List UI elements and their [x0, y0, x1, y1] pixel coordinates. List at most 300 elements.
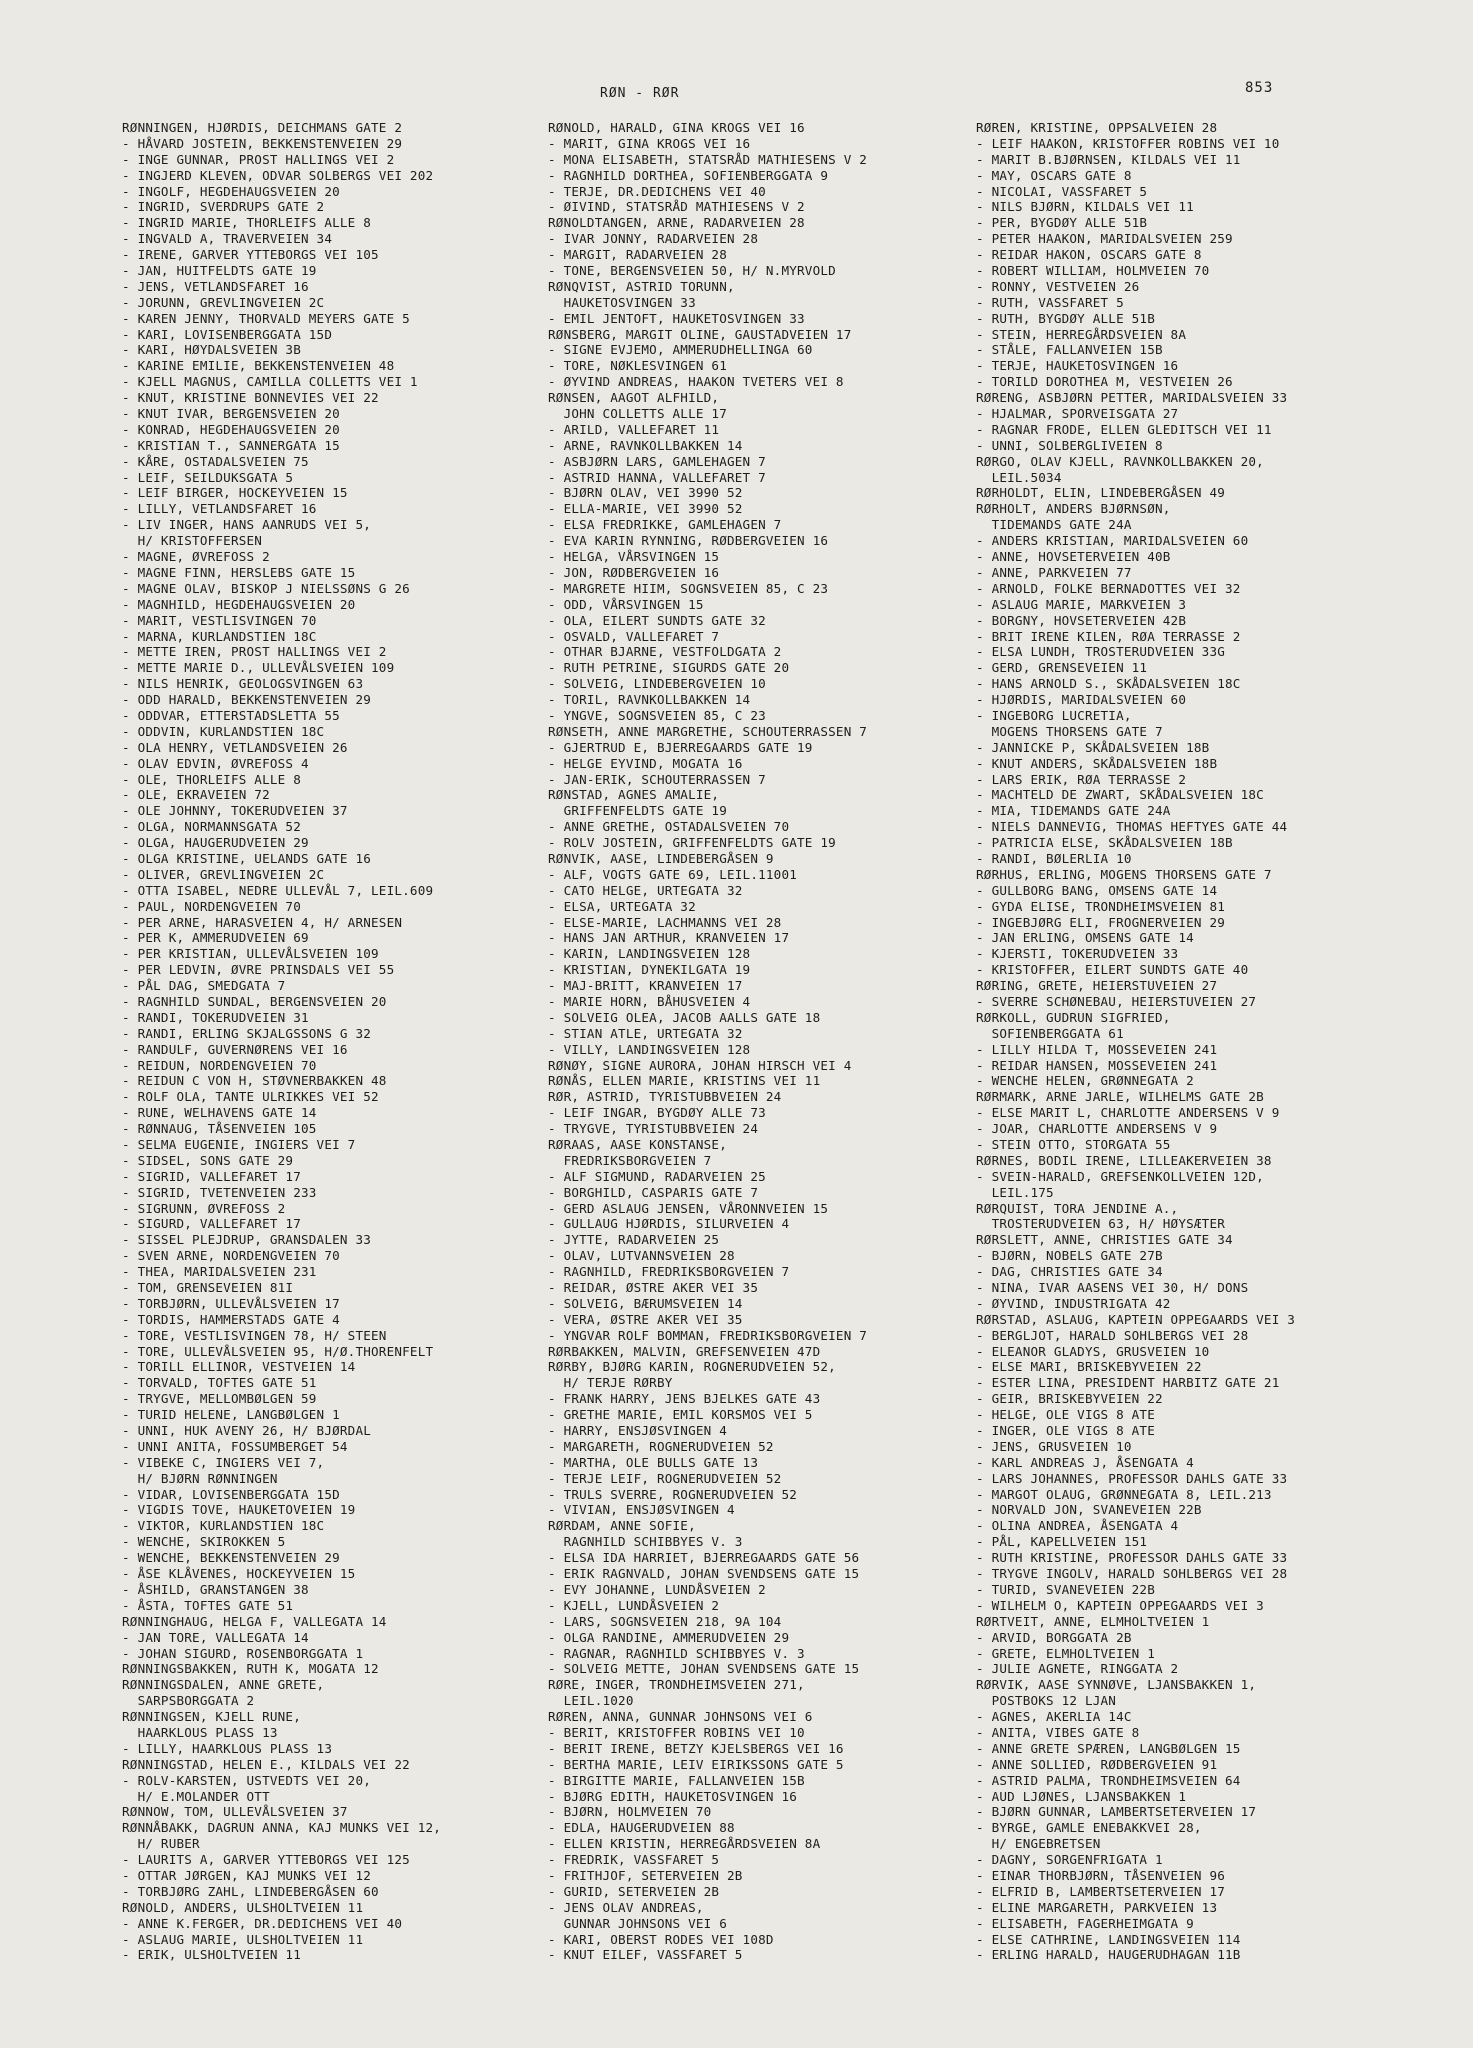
- page-header: [0, 80, 1473, 106]
- directory-entry: - RUTH, VASSFARET 5: [976, 294, 1124, 310]
- directory-entry: - STÅLE, FALLANVEIEN 15B: [976, 342, 1163, 358]
- directory-entry: - OTHAR BJARNE, VESTFOLDGATA 2: [548, 644, 782, 660]
- directory-entry: - NILS HENRIK, GEOLOGSVINGEN 63: [122, 676, 364, 692]
- directory-entry: - MARGOT OLAUG, GRØNNEGATA 8, LEIL.213: [976, 1486, 1272, 1502]
- directory-entry: - JOAR, CHARLOTTE ANDERSENS V 9: [976, 1121, 1218, 1137]
- directory-entry: - MAGNE OLAV, BISKOP J NIELSSØNS G 26: [122, 580, 410, 596]
- directory-entry: - OLE, EKRAVEIEN 72: [122, 787, 270, 803]
- directory-entry: - KARL ANDREAS J, ÅSENGATA 4: [976, 1454, 1194, 1470]
- directory-entry: - ØYVIND, INDUSTRIGATA 42: [976, 1295, 1171, 1311]
- directory-entry: - ANITA, VIBES GATE 8: [976, 1724, 1140, 1740]
- directory-entry: SARPSBORGGATA 2: [122, 1693, 255, 1709]
- directory-entry: - JORUNN, GREVLINGVEIEN 2C: [122, 294, 325, 310]
- directory-entry: - GULLAUG HJØRDIS, SILURVEIEN 4: [548, 1216, 790, 1232]
- directory-entry: H/ KRISTOFFERSEN: [122, 533, 263, 549]
- directory-entry: LEIL.5034: [976, 469, 1062, 485]
- directory-entry: - SIGRUNN, ØVREFOSS 2: [122, 1200, 286, 1216]
- directory-entry: - LARS JOHANNES, PROFESSOR DAHLS GATE 33: [976, 1470, 1288, 1486]
- directory-entry: RØNQVIST, ASTRID TORUNN,: [548, 278, 735, 294]
- directory-entry: - ASTRID PALMA, TRONDHEIMSVEIEN 64: [976, 1772, 1241, 1788]
- directory-entry: - SIDSEL, SONS GATE 29: [122, 1152, 294, 1168]
- directory-entry: - ARVID, BORGGATA 2B: [976, 1629, 1132, 1645]
- directory-entry: RØNOLDTANGEN, ARNE, RADARVEIEN 28: [548, 215, 805, 231]
- directory-entry: - EMIL JENTOFT, HAUKETOSVINGEN 33: [548, 310, 805, 326]
- directory-entry: - JAN ERLING, OMSENS GATE 14: [976, 930, 1194, 946]
- directory-entry: - ELSA FREDRIKKE, GAMLEHAGEN 7: [548, 517, 782, 533]
- directory-entry: - JENS, VETLANDSFARET 16: [122, 278, 309, 294]
- directory-entry: - NIELS DANNEVIG, THOMAS HEFTYES GATE 44: [976, 819, 1288, 835]
- directory-entry: - MARNA, KURLANDSTIEN 18C: [122, 628, 317, 644]
- page-number: 853: [1245, 80, 1274, 96]
- directory-entry: - JAN-ERIK, SCHOUTERRASSEN 7: [548, 771, 766, 787]
- directory-entry: - LILLY, HAARKLOUS PLASS 13: [122, 1740, 333, 1756]
- directory-entry: - JAN TORE, VALLEGATA 14: [122, 1629, 309, 1645]
- directory-entry: - BYRGE, GAMLE ENEBAKKVEI 28,: [976, 1820, 1202, 1836]
- directory-entry: H/ E.MOLANDER OTT: [122, 1788, 270, 1804]
- directory-entry: - JYTTE, RADARVEIEN 25: [548, 1232, 720, 1248]
- directory-entry: - HÅVARD JOSTEIN, BEKKENSTENVEIEN 29: [122, 135, 403, 151]
- directory-entry: - ELEANOR GLADYS, GRUSVEIEN 10: [976, 1343, 1210, 1359]
- directory-entry: - RØNNAUG, TÅSENVEIEN 105: [122, 1121, 317, 1137]
- directory-entry: - VIGDIS TOVE, HAUKETOVEIEN 19: [122, 1502, 356, 1518]
- directory-entry: JOHN COLLETTS ALLE 17: [548, 406, 727, 422]
- directory-entry: - ELLA-MARIE, VEI 3990 52: [548, 501, 743, 517]
- directory-entry: - FRITHJOF, SETERVEIEN 2B: [548, 1867, 743, 1883]
- directory-entry: RØNSBERG, MARGIT OLINE, GAUSTADVEIEN 17: [548, 326, 852, 342]
- directory-entry: - REIDUN, NORDENGVEIEN 70: [122, 1057, 317, 1073]
- directory-entry: - BIRGITTE MARIE, FALLANVEIEN 15B: [548, 1772, 805, 1788]
- directory-entry: - PETER HAAKON, MARIDALSVEIEN 259: [976, 231, 1233, 247]
- directory-entry: - ELSA, URTEGATA 32: [548, 898, 696, 914]
- directory-entry: - ELFRID B, LAMBERTSETERVEIEN 17: [976, 1883, 1226, 1899]
- directory-entry: - KJERSTI, TOKERUDVEIEN 33: [976, 946, 1179, 962]
- directory-entry: RØNSTAD, AGNES AMALIE,: [548, 787, 720, 803]
- directory-entry: - PÅL DAG, SMEDGATA 7: [122, 978, 286, 994]
- directory-entry: - YNGVAR ROLF BOMMAN, FREDRIKSBORGVEIEN 7: [548, 1327, 868, 1343]
- directory-entry: - GERD ASLAUG JENSEN, VÅRONNVEIEN 15: [548, 1200, 829, 1216]
- directory-entry: - GERD, GRENSEVEIEN 11: [976, 660, 1148, 676]
- directory-entry: RØNNINGHAUG, HELGA F, VALLEGATA 14: [122, 1613, 387, 1629]
- directory-entry: RØRMARK, ARNE JARLE, WILHELMS GATE 2B: [976, 1089, 1264, 1105]
- directory-entry: - RONNY, VESTVEIEN 26: [976, 278, 1140, 294]
- directory-entry: - DAGNY, SORGENFRIGATA 1: [976, 1852, 1163, 1868]
- directory-entry: - ANNE K.FERGER, DR.DEDICHENS VEI 40: [122, 1915, 403, 1931]
- directory-entry: RØRBAKKEN, MALVIN, GREFSENVEIEN 47D: [548, 1343, 821, 1359]
- directory-entry: - LILLY, VETLANDSFARET 16: [122, 501, 317, 517]
- directory-entry: RØRING, GRETE, HEIERSTUVEIEN 27: [976, 978, 1218, 994]
- directory-entry: - MAJ-BRITT, KRANVEIEN 17: [548, 978, 743, 994]
- directory-entry: - YNGVE, SOGNSVEIEN 85, C 23: [548, 707, 766, 723]
- directory-entry: - TORE, ULLEVÅLSVEIEN 95, H/Ø.THORENFELT: [122, 1343, 434, 1359]
- directory-entry: - JENS OLAV ANDREAS,: [548, 1899, 704, 1915]
- directory-entry: - UNNI ANITA, FOSSUMBERGET 54: [122, 1438, 348, 1454]
- directory-entry: - OTTAR JØRGEN, KAJ MUNKS VEI 12: [122, 1867, 372, 1883]
- directory-entry: RØR, ASTRID, TYRISTUBBVEIEN 24: [548, 1089, 782, 1105]
- directory-entry: - MARGARETH, ROGNERUDVEIEN 52: [548, 1438, 774, 1454]
- directory-entry: - INGRID, SVERDRUPS GATE 2: [122, 199, 325, 215]
- directory-entry: RØNNINGEN, HJØRDIS, DEICHMANS GATE 2: [122, 120, 403, 135]
- directory-entry: - FREDRIK, VASSFARET 5: [548, 1852, 720, 1868]
- directory-entry: - RUTH, BYGDØY ALLE 51B: [976, 310, 1155, 326]
- directory-entry: - TORE, NØKLESVINGEN 61: [548, 358, 727, 374]
- directory-entry: - MAGNE, ØVREFOSS 2: [122, 549, 270, 565]
- directory-entry: H/ BJØRN RØNNINGEN: [122, 1470, 278, 1486]
- directory-entry: - PATRICIA ELSE, SKÅDALSVEIEN 18B: [976, 835, 1233, 851]
- directory-entry: - VERA, ØSTRE AKER VEI 35: [548, 1311, 743, 1327]
- directory-entry: RØRSLETT, ANNE, CHRISTIES GATE 34: [976, 1232, 1233, 1248]
- directory-entry: - HANS JAN ARTHUR, KRANVEIEN 17: [548, 930, 790, 946]
- directory-entry: - MARIT, VESTLISVINGEN 70: [122, 612, 317, 628]
- directory-entry: - TORE, VESTLISVINGEN 78, H/ STEEN: [122, 1327, 387, 1343]
- directory-entry: - RANDI, BØLERLIA 10: [976, 850, 1132, 866]
- directory-entry: RØNNÅBAKK, DAGRUN ANNA, KAJ MUNKS VEI 12,: [122, 1820, 442, 1836]
- directory-entry: - KARI, HØYDALSVEIEN 3B: [122, 342, 301, 358]
- directory-entry: - INGVALD A, TRAVERVEIEN 34: [122, 231, 333, 247]
- directory-entry: - ANNE GRETHE, OSTADALSVEIEN 70: [548, 819, 790, 835]
- directory-entry: - TORBJØRG ZAHL, LINDEBERGÅSEN 60: [122, 1883, 379, 1899]
- directory-entry: - SOLVEIG OLEA, JACOB AALLS GATE 18: [548, 1009, 821, 1025]
- directory-entry: - ELSA IDA HARRIET, BJERREGAARDS GATE 56: [548, 1550, 860, 1566]
- directory-entry: - UNNI, HUK AVENY 26, H/ BJØRDAL: [122, 1423, 372, 1439]
- directory-entry: - SISSEL PLEJDRUP, GRANSDALEN 33: [122, 1232, 372, 1248]
- directory-entry: - INGRID MARIE, THORLEIFS ALLE 8: [122, 215, 372, 231]
- directory-entry: - TRYGVE, TYRISTUBBVEIEN 24: [548, 1121, 759, 1137]
- directory-entry: - TERJE, DR.DEDICHENS VEI 40: [548, 183, 766, 199]
- directory-entry: - TORVALD, TOFTES GATE 51: [122, 1375, 317, 1391]
- directory-entry: - TRYGVE INGOLV, HARALD SOHLBERGS VEI 28: [976, 1566, 1288, 1582]
- directory-entry: - LAURITS A, GARVER YTTEBORGS VEI 125: [122, 1852, 410, 1868]
- directory-entry: - SOLVEIG, BÆRUMSVEIEN 14: [548, 1295, 743, 1311]
- directory-entry: - MARIE HORN, BÅHUSVEIEN 4: [548, 993, 751, 1009]
- directory-entry: - PER ARNE, HARASVEIEN 4, H/ ARNESEN: [122, 914, 403, 930]
- directory-entry: - KARINE EMILIE, BEKKENSTENVEIEN 48: [122, 358, 395, 374]
- directory-entry: - TRULS SVERRE, ROGNERUDVEIEN 52: [548, 1486, 798, 1502]
- directory-entry: RØRQUIST, TORA JENDINE A.,: [976, 1200, 1179, 1216]
- directory-entry: RØNNINGSEN, KJELL RUNE,: [122, 1709, 301, 1725]
- directory-entry: - ÅSTA, TOFTES GATE 51: [122, 1597, 294, 1613]
- directory-entry: - ASBJØRN LARS, GAMLEHAGEN 7: [548, 453, 766, 469]
- directory-entry: - GJERTRUD E, BJERREGAARDS GATE 19: [548, 739, 813, 755]
- directory-entry: - RAGNHILD DORTHEA, SOFIENBERGGATA 9: [548, 167, 829, 183]
- directory-entry: - MONA ELISABETH, STATSRÅD MATHIESENS V 2: [548, 151, 868, 167]
- directory-entry: - TORDIS, HAMMERSTADS GATE 4: [122, 1311, 340, 1327]
- directory-entry: - MARIT B.BJØRNSEN, KILDALS VEI 11: [976, 151, 1241, 167]
- directory-entry: - ERIK RAGNVALD, JOHAN SVENDSENS GATE 15: [548, 1566, 860, 1582]
- directory-entry: - WENCHE, SKIROKKEN 5: [122, 1534, 286, 1550]
- directory-entry: - BJØRN, HOLMVEIEN 70: [548, 1804, 712, 1820]
- directory-entry: RØNNINGSTAD, HELEN E., KILDALS VEI 22: [122, 1756, 410, 1772]
- directory-entry: - AGNES, AKERLIA 14C: [976, 1709, 1132, 1725]
- directory-entry: - RAGNHILD, FREDRIKSBORGVEIEN 7: [548, 1264, 790, 1280]
- directory-entry: - SVEIN-HARALD, GREFSENKOLLVEIEN 12D,: [976, 1168, 1264, 1184]
- directory-entry: TIDEMANDS GATE 24A: [976, 517, 1132, 533]
- directory-entry: H/ TERJE RØRBY: [548, 1375, 673, 1391]
- directory-entry: - OLE, THORLEIFS ALLE 8: [122, 771, 301, 787]
- directory-entry: RØNVIK, AASE, LINDEBERGÅSEN 9: [548, 850, 774, 866]
- directory-entry: - KJELL MAGNUS, CAMILLA COLLETTS VEI 1: [122, 374, 418, 390]
- directory-entry: - KNUT EILEF, VASSFARET 5: [548, 1947, 743, 1963]
- directory-entry: - KRISTIAN T., SANNERGATA 15: [122, 437, 340, 453]
- directory-entry: - IRENE, GARVER YTTEBORGS VEI 105: [122, 247, 379, 263]
- directory-entry: - TERJE, HAUKETOSVINGEN 16: [976, 358, 1179, 374]
- directory-entry: - HJØRDIS, MARIDALSVEIEN 60: [976, 692, 1187, 708]
- directory-entry: - METTE MARIE D., ULLEVÅLSVEIEN 109: [122, 660, 395, 676]
- directory-entry: - TORIL, RAVNKOLLBAKKEN 14: [548, 692, 751, 708]
- directory-entry: - INGJERD KLEVEN, ODVAR SOLBERGS VEI 202: [122, 167, 434, 183]
- directory-entry: - VIVIAN, ENSJØSVINGEN 4: [548, 1502, 735, 1518]
- directory-entry: - GULLBORG BANG, OMSENS GATE 14: [976, 882, 1218, 898]
- directory-entry: RØRTVEIT, ANNE, ELMHOLTVEIEN 1: [976, 1613, 1210, 1629]
- directory-entry: - KARI, OBERST RODES VEI 108D: [548, 1931, 774, 1947]
- directory-entry: - UNNI, SOLBERGLIVEIEN 8: [976, 437, 1163, 453]
- directory-entry: - OLA HENRY, VETLANDSVEIEN 26: [122, 739, 348, 755]
- directory-entry: - ROLF OLA, TANTE ULRIKKES VEI 52: [122, 1089, 379, 1105]
- directory-entry: - ØIVIND, STATSRÅD MATHIESENS V 2: [548, 199, 805, 215]
- directory-entry: - KARI, LOVISENBERGGATA 15D: [122, 326, 333, 342]
- directory-entry: - KARIN, LANDINGSVEIEN 128: [548, 946, 751, 962]
- directory-entry: - LIV INGER, HANS AANRUDS VEI 5,: [122, 517, 372, 533]
- directory-entry: - ARILD, VALLEFARET 11: [548, 421, 720, 437]
- directory-entry: - HARRY, ENSJØSVINGEN 4: [548, 1423, 727, 1439]
- directory-entry: - PER, BYGDØY ALLE 51B: [976, 215, 1148, 231]
- directory-entry: - JAN, HUITFELDTS GATE 19: [122, 263, 317, 279]
- directory-entry: - ANNE, PARKVEIEN 77: [976, 564, 1132, 580]
- directory-entry: - ERIK, ULSHOLTVEIEN 11: [122, 1947, 301, 1963]
- directory-entry: - HELGE, OLE VIGS 8 ATE: [976, 1407, 1155, 1423]
- directory-entry: - GRETHE MARIE, EMIL KORSMOS VEI 5: [548, 1407, 813, 1423]
- directory-entry: - HELGA, VÅRSVINGEN 15: [548, 549, 720, 565]
- directory-entry: - STEIN OTTO, STORGATA 55: [976, 1137, 1171, 1152]
- directory-entry: - SIGRID, TVETENVEIEN 233: [122, 1184, 317, 1200]
- directory-entry: RØNNOW, TOM, ULLEVÅLSVEIEN 37: [122, 1804, 348, 1820]
- directory-entry: - SVEN ARNE, NORDENGVEIEN 70: [122, 1248, 340, 1264]
- directory-entry: RØNØY, SIGNE AURORA, JOHAN HIRSCH VEI 4: [548, 1057, 852, 1073]
- directory-entry: - MACHTELD DE ZWART, SKÅDALSVEIEN 18C: [976, 787, 1264, 803]
- directory-entry: - ALF SIGMUND, RADARVEIEN 25: [548, 1168, 766, 1184]
- directory-entry: - RUTH PETRINE, SIGURDS GATE 20: [548, 660, 790, 676]
- directory-entry: - SVERRE SCHØNEBAU, HEIERSTUVEIEN 27: [976, 993, 1257, 1009]
- directory-entry: - BJØRN OLAV, VEI 3990 52: [548, 485, 743, 501]
- directory-entry: - ASLAUG MARIE, ULSHOLTVEIEN 11: [122, 1931, 364, 1947]
- directory-entry: - INGER, OLE VIGS 8 ATE: [976, 1423, 1155, 1439]
- directory-entry: RØRVIK, AASE SYNNØVE, LJANSBAKKEN 1,: [976, 1677, 1257, 1693]
- directory-entry: - ROBERT WILLIAM, HOLMVEIEN 70: [976, 263, 1210, 279]
- directory-column-3: [976, 120, 1396, 1963]
- directory-entry: - ÅSE KLÅVENES, HOCKEYVEIEN 15: [122, 1566, 356, 1582]
- directory-entry: - GRETE, ELMHOLTVEIEN 1: [976, 1645, 1155, 1661]
- directory-entry: - OTTA ISABEL, NEDRE ULLEVÅL 7, LEIL.609: [122, 882, 434, 898]
- directory-entry: - TRYGVE, MELLOMBØLGEN 59: [122, 1391, 317, 1407]
- directory-entry: - JANNICKE P, SKÅDALSVEIEN 18B: [976, 739, 1210, 755]
- directory-entry: - ESTER LINA, PRESIDENT HARBITZ GATE 21: [976, 1375, 1280, 1391]
- directory-entry: - NINA, IVAR AASENS VEI 30, H/ DONS: [976, 1280, 1249, 1296]
- directory-entry: - STIAN ATLE, URTEGATA 32: [548, 1025, 743, 1041]
- directory-entry: - KNUT ANDERS, SKÅDALSVEIEN 18B: [976, 755, 1218, 771]
- directory-entry: - RAGNAR FRODE, ELLEN GLEDITSCH VEI 11: [976, 421, 1272, 437]
- directory-entry: - OLE JOHNNY, TOKERUDVEIEN 37: [122, 803, 348, 819]
- directory-entry: - ERLING HARALD, HAUGERUDHAGAN 11B: [976, 1947, 1241, 1963]
- directory-entry: - GURID, SETERVEIEN 2B: [548, 1883, 720, 1899]
- directory-entry: - EVA KARIN RYNNING, RØDBERGVEIEN 16: [548, 533, 829, 549]
- directory-entry: - MAGNHILD, HEGDEHAUGSVEIEN 20: [122, 596, 356, 612]
- directory-entry: - LILLY HILDA T, MOSSEVEIEN 241: [976, 1041, 1218, 1057]
- directory-entry: LEIL.1020: [548, 1693, 634, 1709]
- directory-entry: - INGE GUNNAR, PROST HALLINGS VEI 2: [122, 151, 395, 167]
- directory-entry: GRIFFENFELDTS GATE 19: [548, 803, 727, 819]
- directory-entry: FREDRIKSBORGVEIEN 7: [548, 1152, 712, 1168]
- directory-entry: - EINAR THORBJØRN, TÅSENVEIEN 96: [976, 1867, 1226, 1883]
- directory-entry: RØRE, INGER, TRONDHEIMSVEIEN 271,: [548, 1677, 805, 1693]
- directory-entry: - BERTHA MARIE, LEIV EIRIKSSONS GATE 5: [548, 1756, 844, 1772]
- directory-entry: - TORILD DOROTHEA M, VESTVEIEN 26: [976, 374, 1233, 390]
- directory-entry: - ODD, VÅRSVINGEN 15: [548, 596, 704, 612]
- directory-entry: - ELSE MARIT L, CHARLOTTE ANDERSENS V 9: [976, 1105, 1280, 1121]
- directory-entry: - KRISTOFFER, EILERT SUNDTS GATE 40: [976, 962, 1249, 978]
- directory-entry: RØRHUS, ERLING, MOGENS THORSENS GATE 7: [976, 866, 1272, 882]
- directory-entry: - RUNE, WELHAVENS GATE 14: [122, 1105, 317, 1121]
- directory-entry: RØRAAS, AASE KONSTANSE,: [548, 1137, 727, 1152]
- directory-entry: - ELLEN KRISTIN, HERREGÅRDSVEIEN 8A: [548, 1836, 821, 1852]
- directory-entry: TROSTERUDVEIEN 63, H/ HØYSÆTER: [976, 1216, 1226, 1232]
- directory-entry: - TERJE LEIF, ROGNERUDVEIEN 52: [548, 1470, 782, 1486]
- directory-entry: - KJELL, LUNDÅSVEIEN 2: [548, 1597, 720, 1613]
- directory-entry: - BJØRN GUNNAR, LAMBERTSETERVEIEN 17: [976, 1804, 1257, 1820]
- directory-entry: - NICOLAI, VASSFARET 5: [976, 183, 1148, 199]
- directory-entry: - ANNE GRETE SPÆREN, LANGBØLGEN 15: [976, 1740, 1241, 1756]
- directory-entry: - NILS BJØRN, KILDALS VEI 11: [976, 199, 1194, 215]
- directory-column-2: [548, 120, 968, 1963]
- directory-entry: - ODDVIN, KURLANDSTIEN 18C: [122, 723, 325, 739]
- directory-entry: - RANDI, TOKERUDVEIEN 31: [122, 1009, 309, 1025]
- directory-entry: RØRHOLT, ANDERS BJØRNSØN,: [976, 501, 1171, 517]
- directory-entry: RØREN, ANNA, GUNNAR JOHNSONS VEI 6: [548, 1709, 813, 1725]
- directory-entry: - OLIVER, GREVLINGVEIEN 2C: [122, 866, 325, 882]
- directory-entry: - BJØRG EDITH, HAUKETOSVINGEN 16: [548, 1788, 798, 1804]
- directory-column-1: [122, 120, 542, 1963]
- directory-entry: - ELSE MARI, BRISKEBYVEIEN 22: [976, 1359, 1202, 1375]
- directory-entry: RØRBY, BJØRG KARIN, ROGNERUDVEIEN 52,: [548, 1359, 836, 1375]
- directory-entry: - RANDI, ERLING SKJALGSSONS G 32: [122, 1025, 372, 1041]
- directory-entry: - TURID, SVANEVEIEN 22B: [976, 1581, 1155, 1597]
- directory-entry: - RAGNAR, RAGNHILD SCHIBBYES V. 3: [548, 1645, 805, 1661]
- directory-entry: RØRSTAD, ASLAUG, KAPTEIN OPPEGAARDS VEI 3: [976, 1311, 1296, 1327]
- directory-entry: - PER KRISTIAN, ULLEVÅLSVEIEN 109: [122, 946, 379, 962]
- directory-entry: - WENCHE HELEN, GRØNNEGATA 2: [976, 1073, 1194, 1089]
- directory-entry: - PER LEDVIN, ØVRE PRINSDALS VEI 55: [122, 962, 395, 978]
- directory-entry: - ELSE CATHRINE, LANDINGSVEIEN 114: [976, 1931, 1241, 1947]
- directory-entry: - REIDAR, ØSTRE AKER VEI 35: [548, 1280, 759, 1296]
- directory-entry: - OLA, EILERT SUNDTS GATE 32: [548, 612, 766, 628]
- directory-entry: - ANNE SOLLIED, RØDBERGVEIEN 91: [976, 1756, 1218, 1772]
- directory-entry: RØNOLD, ANDERS, ULSHOLTVEIEN 11: [122, 1899, 364, 1915]
- directory-entry: RAGNHILD SCHIBBYES V. 3: [548, 1534, 743, 1550]
- directory-entry: - RUTH KRISTINE, PROFESSOR DAHLS GATE 33: [976, 1550, 1288, 1566]
- directory-entry: - KÅRE, OSTADALSVEIEN 75: [122, 453, 309, 469]
- directory-entry: - VIKTOR, KURLANDSTIEN 18C: [122, 1518, 325, 1534]
- directory-entry: - LEIF, SEILDUKSGATA 5: [122, 469, 294, 485]
- directory-entry: - ALF, VOGTS GATE 69, LEIL.11001: [548, 866, 798, 882]
- directory-entry: - EVY JOHANNE, LUNDÅSVEIEN 2: [548, 1581, 766, 1597]
- directory-entry: RØRKOLL, GUDRUN SIGFRIED,: [976, 1009, 1171, 1025]
- directory-entry: - CATO HELGE, URTEGATA 32: [548, 882, 743, 898]
- directory-entry: - ELISABETH, FAGERHEIMGATA 9: [976, 1915, 1194, 1931]
- directory-entry: - LARS, SOGNSVEIEN 218, 9A 104: [548, 1613, 782, 1629]
- directory-entry: - INGEBORG LUCRETIA,: [976, 707, 1132, 723]
- directory-entry: RØRHOLDT, ELIN, LINDEBERGÅSEN 49: [976, 485, 1226, 501]
- directory-entry: RØNÅS, ELLEN MARIE, KRISTINS VEI 11: [548, 1073, 821, 1089]
- directory-entry: - VILLY, LANDINGSVEIEN 128: [548, 1041, 751, 1057]
- directory-entry: - RANDULF, GUVERNØRENS VEI 16: [122, 1041, 348, 1057]
- directory-entry: - PER K, AMMERUDVEIEN 69: [122, 930, 309, 946]
- directory-entry: RØREN, KRISTINE, OPPSALVEIEN 28: [976, 120, 1218, 135]
- directory-entry: - MIA, TIDEMANDS GATE 24A: [976, 803, 1171, 819]
- directory-entry: - JENS, GRUSVEIEN 10: [976, 1438, 1132, 1454]
- directory-entry: - BERGLJOT, HARALD SOHLBERGS VEI 28: [976, 1327, 1249, 1343]
- directory-entry: - JON, RØDBERGVEIEN 16: [548, 564, 720, 580]
- directory-entry: - ELSE-MARIE, LACHMANNS VEI 28: [548, 914, 782, 930]
- directory-entry: - VIBEKE C, INGIERS VEI 7,: [122, 1454, 325, 1470]
- directory-entry: SOFIENBERGGATA 61: [976, 1025, 1124, 1041]
- directory-entry: - GEIR, BRISKEBYVEIEN 22: [976, 1391, 1163, 1407]
- directory-entry: - SELMA EUGENIE, INGIERS VEI 7: [122, 1137, 356, 1152]
- directory-entry: - OLGA, NORMANNSGATA 52: [122, 819, 301, 835]
- directory-entry: - STEIN, HERREGÅRDSVEIEN 8A: [976, 326, 1187, 342]
- directory-entry: - TURID HELENE, LANGBØLGEN 1: [122, 1407, 340, 1423]
- directory-entry: - NORVALD JON, SVANEVEIEN 22B: [976, 1502, 1202, 1518]
- directory-entry: RØNNINGSDALEN, ANNE GRETE,: [122, 1677, 325, 1693]
- directory-entry: POSTBOKS 12 LJAN: [976, 1693, 1117, 1709]
- directory-entry: - RAGNHILD SUNDAL, BERGENSVEIEN 20: [122, 993, 387, 1009]
- directory-entry: - MARTHA, OLE BULLS GATE 13: [548, 1454, 759, 1470]
- directory-entry: - TONE, BERGENSVEIEN 50, H/ N.MYRVOLD: [548, 263, 836, 279]
- directory-entry: - ROLV-KARSTEN, USTVEDTS VEI 20,: [122, 1772, 372, 1788]
- directory-entry: - KONRAD, HEGDEHAUGSVEIEN 20: [122, 421, 340, 437]
- directory-entry: - REIDAR HAKON, OSCARS GATE 8: [976, 247, 1202, 263]
- directory-entry: - OLGA RANDINE, AMMERUDVEIEN 29: [548, 1629, 790, 1645]
- directory-entry: - JULIE AGNETE, RINGGATA 2: [976, 1661, 1179, 1677]
- directory-entry: - KRISTIAN, DYNEKILGATA 19: [548, 962, 751, 978]
- directory-entry: RØRENG, ASBJØRN PETTER, MARIDALSVEIEN 33: [976, 390, 1288, 406]
- directory-entry: - MAGNE FINN, HERSLEBS GATE 15: [122, 564, 356, 580]
- directory-entry: - MARGIT, RADARVEIEN 28: [548, 247, 727, 263]
- directory-entry: - THEA, MARIDALSVEIEN 231: [122, 1264, 317, 1280]
- directory-entry: - ROLV JOSTEIN, GRIFFENFELDTS GATE 19: [548, 835, 836, 851]
- directory-entry: - AUD LJØNES, LJANSBAKKEN 1: [976, 1788, 1187, 1804]
- directory-entry: GUNNAR JOHNSONS VEI 6: [548, 1915, 727, 1931]
- directory-entry: - WILHELM O, KAPTEIN OPPEGAARDS VEI 3: [976, 1597, 1264, 1613]
- directory-entry: - ASTRID HANNA, VALLEFARET 7: [548, 469, 766, 485]
- directory-entry: - ANNE, HOVSETERVEIEN 40B: [976, 549, 1171, 565]
- directory-entry: - INGOLF, HEGDEHAUGSVEIEN 20: [122, 183, 340, 199]
- directory-entry: - KNUT IVAR, BERGENSVEIEN 20: [122, 406, 340, 422]
- directory-entry: - REIDUN C VON H, STØVNERBAKKEN 48: [122, 1073, 387, 1089]
- directory-entry: - KNUT, KRISTINE BONNEVIES VEI 22: [122, 390, 379, 406]
- directory-entry: - ODD HARALD, BEKKENSTENVEIEN 29: [122, 692, 372, 708]
- directory-entry: HAARKLOUS PLASS 13: [122, 1724, 278, 1740]
- directory-entry: RØRDAM, ANNE SOFIE,: [548, 1518, 696, 1534]
- directory-entry: - OSVALD, VALLEFARET 7: [548, 628, 720, 644]
- directory-entry: - JOHAN SIGURD, ROSENBORGGATA 1: [122, 1645, 364, 1661]
- directory-entry: - BORGHILD, CASPARIS GATE 7: [548, 1184, 759, 1200]
- directory-entry: - MARGRETE HIIM, SOGNSVEIEN 85, C 23: [548, 580, 829, 596]
- directory-entry: - SIGURD, VALLEFARET 17: [122, 1216, 301, 1232]
- directory-entry: RØRNES, BODIL IRENE, LILLEAKERVEIEN 38: [976, 1152, 1272, 1168]
- directory-entry: - TORBJØRN, ULLEVÅLSVEIEN 17: [122, 1295, 340, 1311]
- directory-entry: RØNSEN, AAGOT ALFHILD,: [548, 390, 720, 406]
- directory-entry: - ELINE MARGARETH, PARKVEIEN 13: [976, 1899, 1218, 1915]
- directory-entry: - SOLVEIG, LINDEBERGVEIEN 10: [548, 676, 766, 692]
- directory-entry: RØNSETH, ANNE MARGRETHE, SCHOUTERRASSEN 7: [548, 723, 868, 739]
